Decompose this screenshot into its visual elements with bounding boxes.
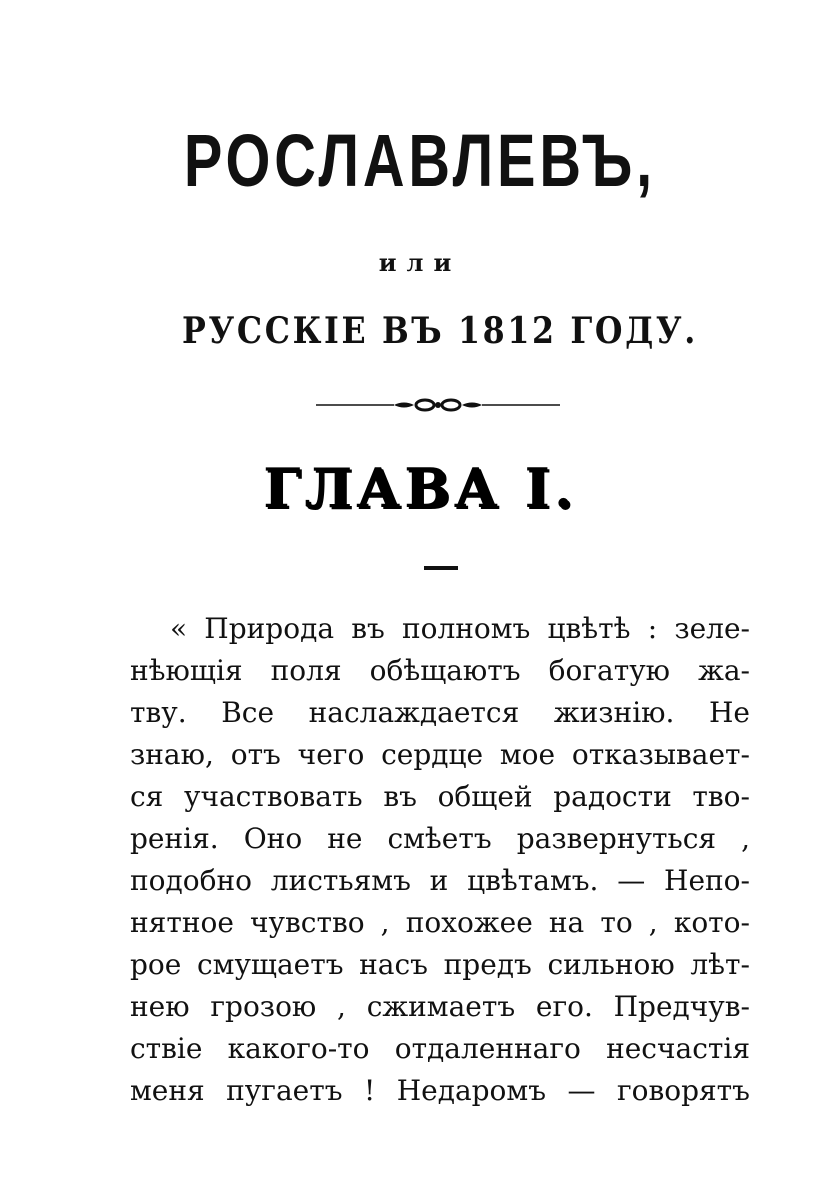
title-connector: или [378,248,462,277]
text-line: тву. Все наслаждается жизнію. Не [130,696,750,729]
book-title: РОСЛАВЛЕВЪ, [183,119,657,202]
text-line: нею грозою , сжимаетъ его. Предчув- [130,990,750,1023]
book-subtitle: РУССКІЕ ВЪ 1812 ГОДУ. [182,310,698,352]
body-text [130,608,750,1112]
chapter-dash [424,566,458,570]
text-line: « Природа въ полномъ цвѣтѣ : зеле- [170,612,750,645]
text-line: ствіе какого-то отдаленнаго несчастія [130,1032,750,1065]
text-line: ренія. Оно не смѣетъ развернуться , [130,822,750,855]
text-line: рое смущаетъ насъ предъ сильною лѣт- [130,948,750,981]
text-line: ся участвовать въ общей радости тво- [130,780,750,813]
ornament-divider [316,394,560,416]
text-line: подобно листьямъ и цвѣтамъ. — Непо- [130,864,750,897]
text-line: нѣющія поля обѣщаютъ богатую жа- [130,654,750,687]
text-line: знаю, отъ чего сердце мое отказывает- [130,738,750,771]
text-line: меня пугаетъ ! Недаромъ — говорятъ [130,1074,750,1107]
text-line: нятное чувство , похожее на то , кото- [130,906,750,939]
chapter-heading: ГЛАВА I. [263,456,577,520]
